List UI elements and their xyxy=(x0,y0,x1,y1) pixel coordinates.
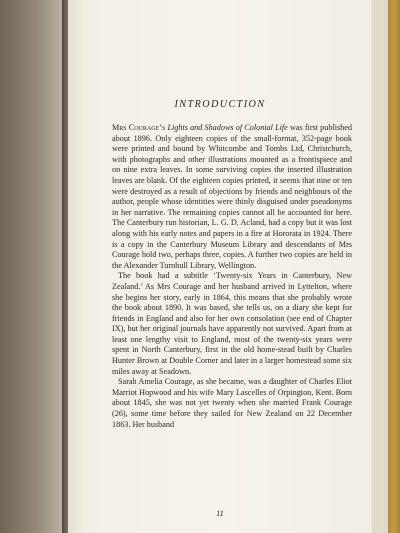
paragraph-1 xyxy=(112,123,352,271)
page-number: 11 xyxy=(216,509,224,518)
paragraph-2: The book had a subtitle ‘Twenty-six Years in Canterbury, New Zealand.’ As Mrs Courage and her husband arrived in Lyttelton, where she begins her story, early in 1864, this means that she probably wrote the book about 1890. It was based, she tells us, on a diary she kept for friends in England and also for her own consolation (see end of Chapter IX), but her original journals have apparently not survived. Apart from at least one lengthy visit to England, most of the twenty-six years were spent in North Canterbury, first in the old home-stead built by Charles Hunter Brown at Double Corner and later in a larger homestead some six miles away at Seadown. xyxy=(112,271,352,376)
paragraph-3: Sarah Amelia Courage, as she became, was a daughter of Charles Eliot Marriot Hopwood and his wife Mary Lascelles of Orpington, Kent. Born about 1845, she was not yet twenty when she married Frank Courage (26), some time before they sailed for New Zealand on 22 December 1863. Her husband xyxy=(112,377,352,429)
cover-edge xyxy=(388,0,400,533)
book-title: Lights and Shadows of Colonial Life xyxy=(167,123,288,132)
left-page xyxy=(0,0,62,533)
chapter-heading: INTRODUCTION xyxy=(174,99,266,110)
body-text xyxy=(112,123,352,430)
paragraph-1-text: was first published about 1896. Only eighteen copies of the small-format, 352-page book were printed and bound by Whitcombe and Tombs Ltd, Christchurch, with photographs and other illustrations mounted as a frontispiece and on nine extra leaves. In some surviving copies the inserted illustration leaves are blank. Of the eighteen copies printed, it seems that nine or ten were destroyed as a result of objections by friends and neighbours of the author, people whose identities were thinly disguised under pseudonyms in her narrative. The remaining copies cannot all be accounted for here. The Canterbury run historian, L. G. D. Acland, had a copy but it was lost along with his early notes and papers in a fire at Hororata in 1924. There is a copy in the Canterbury Museum Library and descendants of Mrs Courage hold two, perhaps three, copies. A further two copies are held in the Alexander Turnbull Library, Wellington. xyxy=(112,123,353,270)
author-lead: Mrs Courage’s xyxy=(112,123,166,132)
